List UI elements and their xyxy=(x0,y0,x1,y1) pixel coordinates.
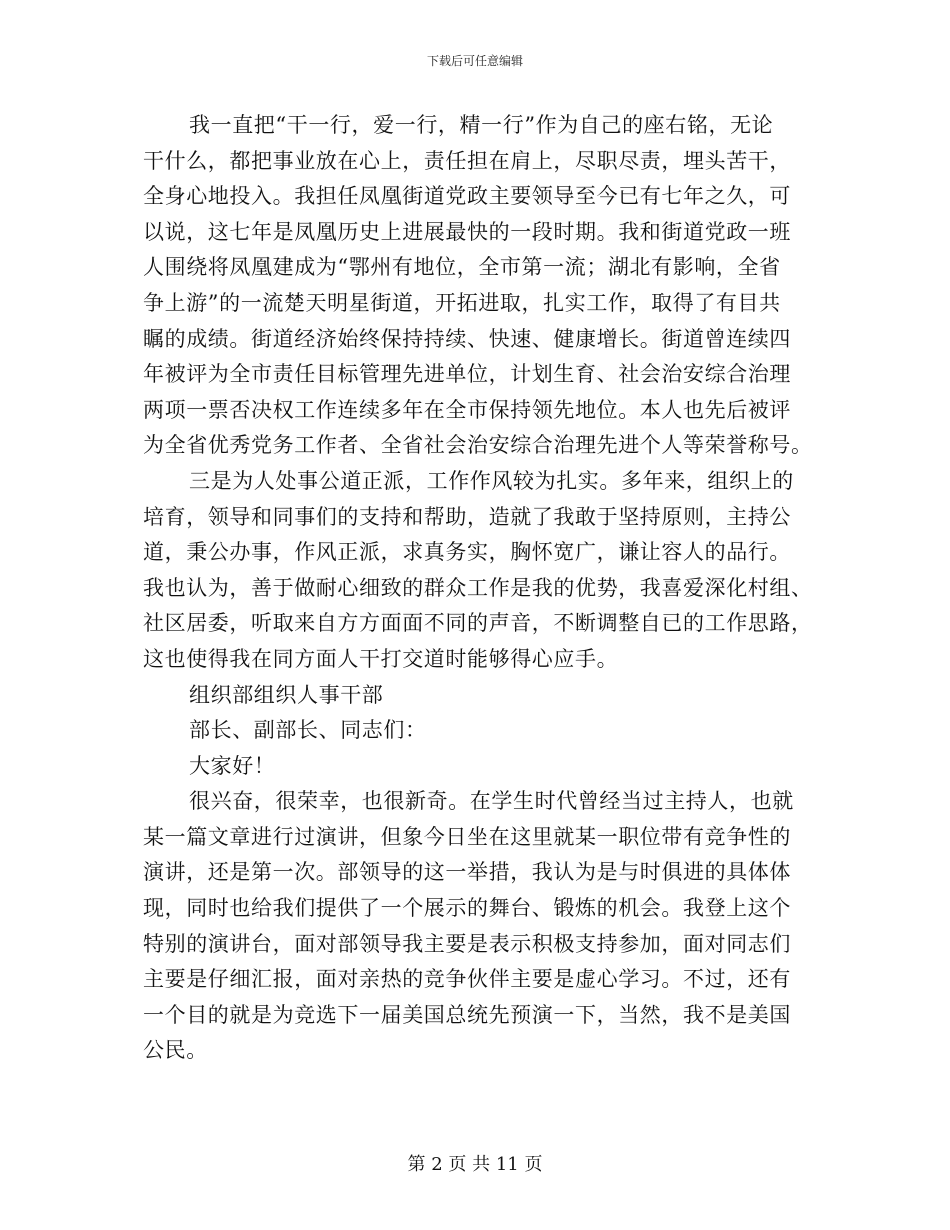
document-body xyxy=(143,108,813,1069)
text-line: 公民。 xyxy=(143,1038,208,1063)
text-line: 全身心地投入。我担任凤凰街道党政主要领导至今已有七年之久，可 xyxy=(143,184,791,209)
text-line: 主要是仔细汇报，面对亲热的竞争伙伴主要是虚心学习。不过，还有 xyxy=(143,967,791,992)
text-line: 特别的演讲台，面对部领导我主要是表示积极支持参加，面对同志们 xyxy=(143,931,791,956)
text-line: 一个目的就是为竞选下一届美国总统先预演一下，当然，我不是美国 xyxy=(143,1002,791,1027)
text-line: 三是为人处事公道正派，工作作风较为扎实。多年来，组织上的 xyxy=(189,468,794,493)
page-number-footer: 第 2 页 共 11 页 xyxy=(407,1154,543,1175)
text-line: 瞩的成绩。街道经济始终保持持续、快速、健康增长。街道曾连续四 xyxy=(143,326,791,351)
greeting: 大家好！ xyxy=(189,753,276,778)
text-line: 现，同时也给我们提供了一个展示的舞台、锻炼的机会。我登上这个 xyxy=(143,896,791,921)
text-line: 很兴奋，很荣幸，也很新奇。在学生时代曾经当过主持人，也就 xyxy=(189,789,794,814)
page-header: 下载后可任意编辑 xyxy=(426,54,523,68)
text-line: 演讲，还是第一次。部领导的这一举措，我认为是与时俱进的具体体 xyxy=(143,860,791,885)
text-line: 这也使得我在同方面人干打交道时能够得心应手。 xyxy=(143,646,619,671)
text-line: 社区居委，听取来自方方面面不同的声音，不断调整自已的工作思路， xyxy=(143,611,813,636)
section-title: 组织部组织人事干部 xyxy=(189,682,384,707)
text-line: 争上游”的一流楚天明星街道，开拓进取，扎实工作，取得了有目共 xyxy=(143,290,781,315)
text-line: 为全省优秀党务工作者、全省社会治安综合治理先进个人等荣誉称号。 xyxy=(143,433,813,458)
text-line: 培育，领导和同事们的支持和帮助，造就了我敢于坚持原则，主持公 xyxy=(143,504,791,529)
text-line: 道，秉公办事，作风正派，求真务实，胸怀宽广，谦让容人的品行。 xyxy=(143,540,791,565)
text-line: 人围绕将凤凰建成为“鄂州有地位，全市第一流；湖北有影响，全省 xyxy=(143,255,781,280)
text-line: 年被评为全市责任目标管理先进单位，计划生育、社会治安综合治理 xyxy=(143,362,791,387)
salutation: 部长、副部长、同志们： xyxy=(189,718,427,743)
text-line: 干什么，都把事业放在心上，责任担在肩上，尽职尽责，埋头苦干， xyxy=(143,148,791,173)
text-line: 某一篇文章进行过演讲，但象今日坐在这里就某一职位带有竞争性的 xyxy=(143,824,791,849)
text-line: 我也认为，善于做耐心细致的群众工作是我的优势，我喜爱深化村组、 xyxy=(143,575,813,600)
text-line: 我一直把“干一行，爱一行，精一行”作为自己的座右铭，无论 xyxy=(189,113,774,137)
text-line: 以说，这七年是凤凰历史上进展最快的一段时期。我和街道党政一班 xyxy=(143,219,791,244)
text-line: 两项一票否决权工作连续多年在全市保持领先地位。本人也先后被评 xyxy=(143,397,791,422)
